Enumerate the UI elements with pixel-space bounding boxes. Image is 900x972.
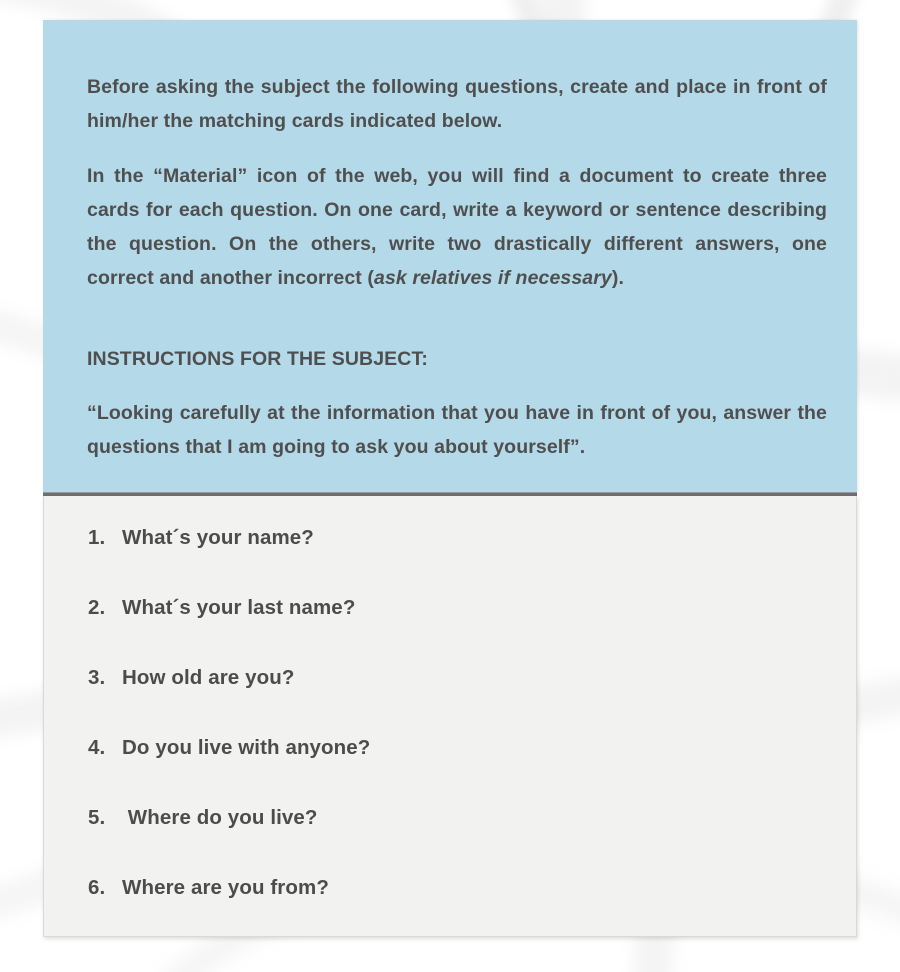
question-text: What´s your last name? xyxy=(122,596,356,619)
question-text: What´s your name? xyxy=(122,526,314,549)
question-number: 2. xyxy=(88,596,106,619)
instructions-heading: INSTRUCTIONS FOR THE SUBJECT: xyxy=(87,348,428,370)
questions-panel xyxy=(43,496,857,937)
document-card xyxy=(43,20,857,937)
question-number: 4. xyxy=(88,736,106,759)
intro-instructions-panel xyxy=(43,20,857,492)
question-number: 1. xyxy=(88,526,106,549)
list-item xyxy=(88,666,826,736)
list-item xyxy=(88,596,826,666)
instructions-quote-text: “Looking carefully at the information that you have in front of you, answer the questions that I am going to ask you about yourself”. xyxy=(87,402,827,458)
list-item xyxy=(88,526,826,596)
intro-paragraph-1 xyxy=(87,70,827,138)
list-item xyxy=(88,736,826,806)
question-number: 3. xyxy=(88,666,106,689)
list-item xyxy=(88,876,826,946)
question-number: 6. xyxy=(88,876,106,899)
question-text: Where do you live? xyxy=(122,806,318,829)
intro-paragraph-1-text: Before asking the subject the following questions, create and place in front of him/her the matching cards indicated below. xyxy=(87,76,827,132)
question-text: Do you live with anyone? xyxy=(122,736,371,759)
list-item xyxy=(88,806,826,876)
question-number: 5. xyxy=(88,806,106,829)
question-text: How old are you? xyxy=(122,666,295,689)
intro-paragraph-2 xyxy=(87,159,827,295)
questions-list xyxy=(88,526,826,946)
intro-paragraph-2-text-a: In the “Material” icon of the web, you will find a document to create three cards for each question. On one card, write a keyword or sentence describing the question. On the others, write two drastically different answers, one correct and another incorrect ( xyxy=(87,165,827,289)
section-spacer xyxy=(87,316,827,344)
intro-paragraph-2-emphasis: ask relatives if necessary xyxy=(374,267,612,289)
question-text: Where are you from? xyxy=(122,876,329,899)
intro-paragraph-2-text-b: ). xyxy=(611,267,624,289)
instructions-quote xyxy=(87,396,827,464)
